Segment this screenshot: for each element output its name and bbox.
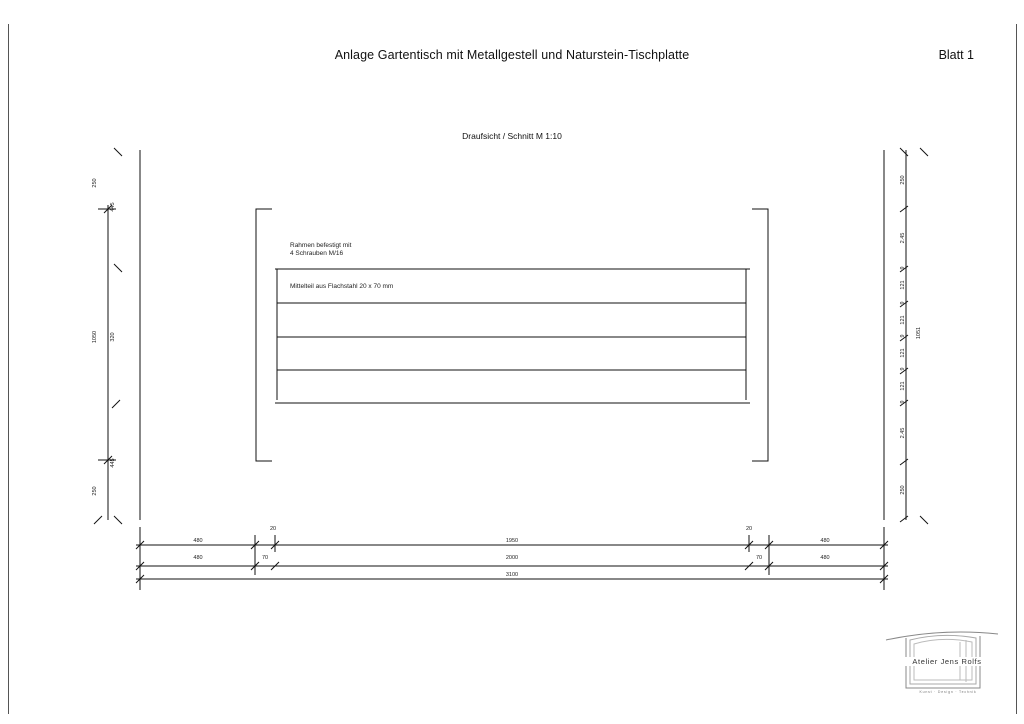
dim-right-total: 1051 [916, 326, 922, 340]
dim-row2-web-left: 70 [261, 555, 269, 561]
dim-right-seg1: 2.45 [900, 232, 906, 244]
dim-row2-web-right: 70 [755, 555, 763, 561]
dim-left-bottom-small: 445 [110, 458, 116, 468]
dim-row1-mid: 1950 [505, 538, 519, 544]
dim-row2-right: 480 [820, 555, 830, 561]
drawing-title: Anlage Gartentisch mit Metallgestell und Naturstein-Tischplatte [334, 48, 690, 62]
dim-right-top: 250 [900, 175, 906, 185]
dim-left-bottom: 250 [92, 486, 98, 496]
frame-bracket-left [256, 209, 272, 461]
sheet-number: Blatt 1 [938, 48, 974, 62]
dim-row1-right: 480 [820, 538, 830, 544]
middle-part-note: Mittelteil aus Flachstahl 20 x 70 mm [290, 283, 394, 290]
dim-right-seg5: 121 [900, 381, 906, 391]
dim-right-seg2: 121 [900, 280, 906, 290]
dim-right-s3: 9 [900, 334, 906, 338]
dim-right-s1: 9 [900, 266, 906, 270]
dim-right-s5: 9 [900, 400, 906, 404]
frame-note-line1: Rahmen befestigt mit [290, 242, 352, 249]
dim-right-seg3: 121 [900, 315, 906, 325]
dim-row1-gap-left: 20 [269, 526, 277, 532]
view-title: Draufsicht / Schnitt M 1:10 [462, 131, 562, 141]
dim-right-seg4: 121 [900, 348, 906, 358]
dim-row1-gap-right: 20 [745, 526, 753, 532]
frame-note-line2: 4 Schrauben M/16 [290, 250, 344, 257]
dim-right-s4: 9 [900, 367, 906, 371]
dim-left-top: 250 [92, 178, 98, 188]
dim-left-total: 1050 [92, 330, 98, 344]
dim-row2-left: 480 [193, 555, 203, 561]
dim-left-top-small: 445 [110, 202, 116, 212]
dim-right-s2: 9 [900, 301, 906, 305]
dim-right-bottom: 250 [900, 485, 906, 495]
dim-row3-total: 3100 [505, 572, 519, 578]
atelier-logo-tagline: Kunst · Design · Technik [919, 690, 977, 694]
dim-row1-left: 480 [193, 538, 203, 544]
dim-right-seg6: 2.45 [900, 427, 906, 439]
dim-left-inner: 320 [110, 332, 116, 342]
atelier-logo-text: Atelier Jens Rolfs [897, 657, 997, 666]
dim-row2-mid: 2000 [505, 555, 519, 561]
frame-bracket-right [752, 209, 768, 461]
